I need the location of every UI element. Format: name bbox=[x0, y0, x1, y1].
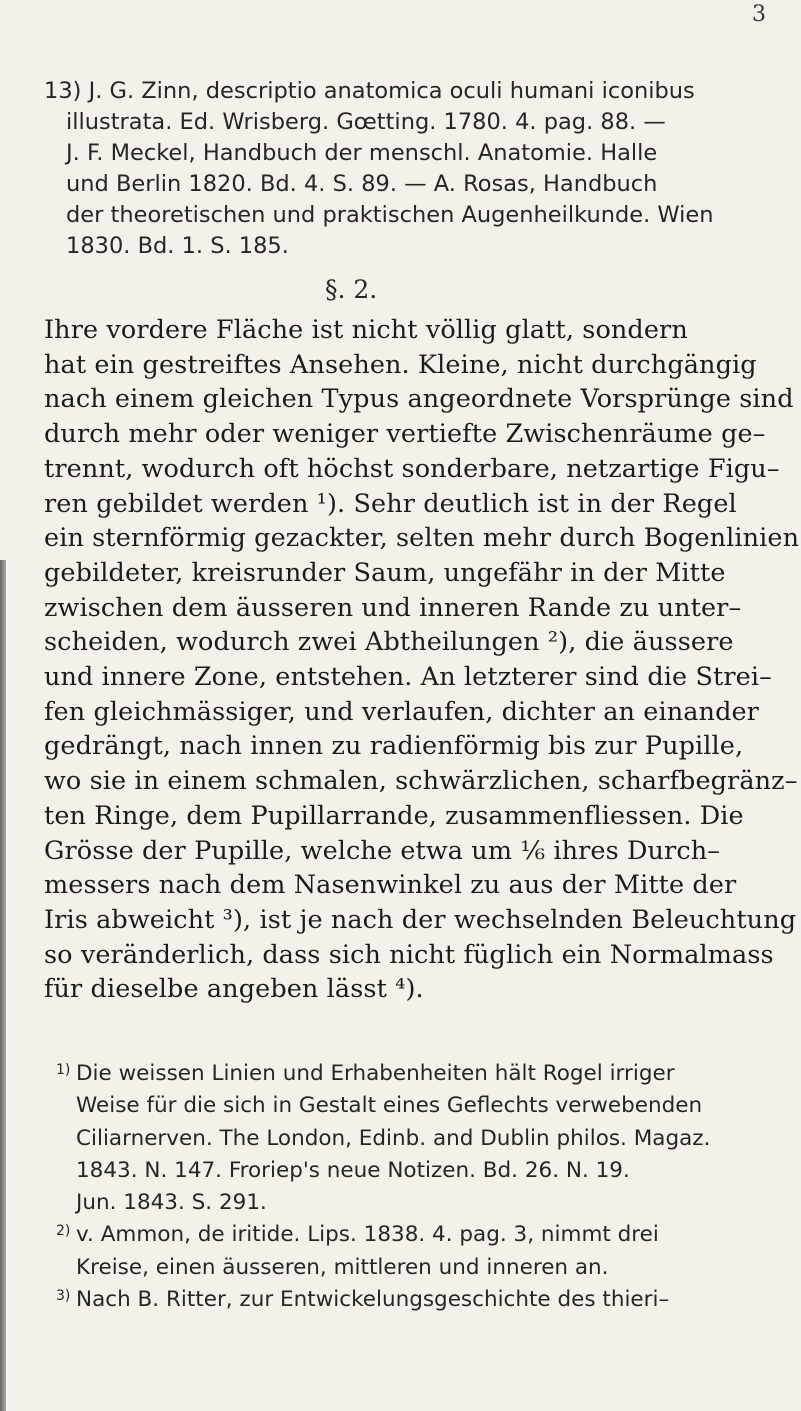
footnote-line: Nach B. Ritter, zur Entwickelungsgeschichte des thieri– bbox=[76, 1287, 670, 1313]
book-spine-shadow bbox=[0, 560, 6, 1411]
footnote-marker: 1) bbox=[56, 1062, 71, 1078]
body-line: trennt, wodurch oft höchst sonderbare, netzartige Figu– bbox=[44, 453, 780, 484]
footnote-2 bbox=[44, 1219, 756, 1284]
body-line: wo sie in einem schmalen, schwärzlichen, scharfbegränz– bbox=[44, 766, 798, 797]
page-number: 3 bbox=[752, 2, 766, 27]
footnotes bbox=[44, 1058, 756, 1316]
footnote-line: Jun. 1843. S. 291. bbox=[76, 1190, 267, 1216]
footnote-13-line: 13) J. G. Zinn, descriptio anatomica oculi humani iconibus bbox=[44, 78, 695, 104]
footnote-line: Weise für die sich in Gestalt eines Geflechts verwebenden bbox=[76, 1093, 703, 1119]
footnote-13-line: und Berlin 1820. Bd. 4. S. 89. — A. Rosas, Handbuch bbox=[66, 171, 658, 197]
footnote-13-line: der theoretischen und praktischen Augenheilkunde. Wien bbox=[66, 202, 714, 228]
section-heading: §. 2. bbox=[325, 275, 378, 304]
body-line: für dieselbe angeben lässt ⁴). bbox=[44, 974, 424, 1005]
footnote-line: Ciliarnerven. The London, Edinb. and Dublin philos. Magaz. bbox=[76, 1125, 711, 1151]
footnote-line: v. Ammon, de iritide. Lips. 1838. 4. pag. 3, nimmt drei bbox=[76, 1222, 659, 1248]
footnote-13-line: illustrata. Ed. Wrisberg. Gœtting. 1780. 4. pag. 88. — bbox=[66, 109, 666, 135]
body-line: gedrängt, nach innen zu radienförmig bis zur Pupille, bbox=[44, 731, 744, 762]
body-line: gebildeter, kreisrunder Saum, ungefähr in der Mitte bbox=[44, 557, 726, 588]
body-line: ten Ringe, dem Pupillarrande, zusammenfliessen. Die bbox=[44, 800, 744, 831]
footnote-13-line: 1830. Bd. 1. S. 185. bbox=[66, 233, 289, 259]
body-line: hat ein gestreiftes Ansehen. Kleine, nicht durchgängig bbox=[44, 349, 757, 380]
footnote-line: Kreise, einen äusseren, mittleren und inneren an. bbox=[76, 1254, 609, 1280]
footnote-line: 1843. N. 147. Froriep's neue Notizen. Bd. 26. N. 19. bbox=[76, 1157, 630, 1183]
footnote-marker: 13) bbox=[44, 78, 82, 104]
body-line: ein sternförmig gezackter, selten mehr durch Bogenlinien bbox=[44, 523, 800, 554]
body-line: und innere Zone, entstehen. An letzterer sind die Strei– bbox=[44, 662, 772, 693]
footnote-3 bbox=[44, 1284, 756, 1316]
body-line: ren gebildet werden ¹). Sehr deutlich ist in der Regel bbox=[44, 488, 737, 519]
footnote-line: Die weissen Linien und Erhabenheiten hält Rogel irriger bbox=[76, 1061, 675, 1086]
body-line: so veränderlich, dass sich nicht füglich ein Normalmass bbox=[44, 939, 774, 970]
body-line: Ihre vordere Fläche ist nicht völlig glatt, sondern bbox=[44, 315, 688, 345]
body-line: scheiden, wodurch zwei Abtheilungen ²), die äussere bbox=[44, 627, 734, 658]
body-line: durch mehr oder weniger vertiefte Zwischenräume ge– bbox=[44, 419, 766, 450]
footnote-marker: 2) bbox=[56, 1223, 71, 1240]
body-line: Iris abweicht ³), ist je nach der wechselnden Beleuchtung bbox=[44, 904, 797, 935]
body-line: messers nach dem Nasenwinkel zu aus der Mitte der bbox=[44, 870, 737, 901]
footnote-marker: 3) bbox=[56, 1288, 71, 1305]
footnote-1 bbox=[44, 1058, 756, 1219]
footnote-13-line: J. F. Meckel, Handbuch der menschl. Anatomie. Halle bbox=[66, 140, 658, 166]
body-line: zwischen dem äusseren und inneren Rande zu unter– bbox=[44, 592, 742, 623]
body-paragraph bbox=[44, 313, 800, 1007]
body-line: nach einem gleichen Typus angeordnete Vorsprünge sind bbox=[44, 384, 794, 415]
body-line: Grösse der Pupille, welche etwa um ⅙ ihres Durch– bbox=[44, 835, 721, 866]
body-line: fen gleichmässiger, und verlaufen, dichter an einander bbox=[44, 696, 759, 727]
continued-footnote-13 bbox=[44, 76, 756, 262]
